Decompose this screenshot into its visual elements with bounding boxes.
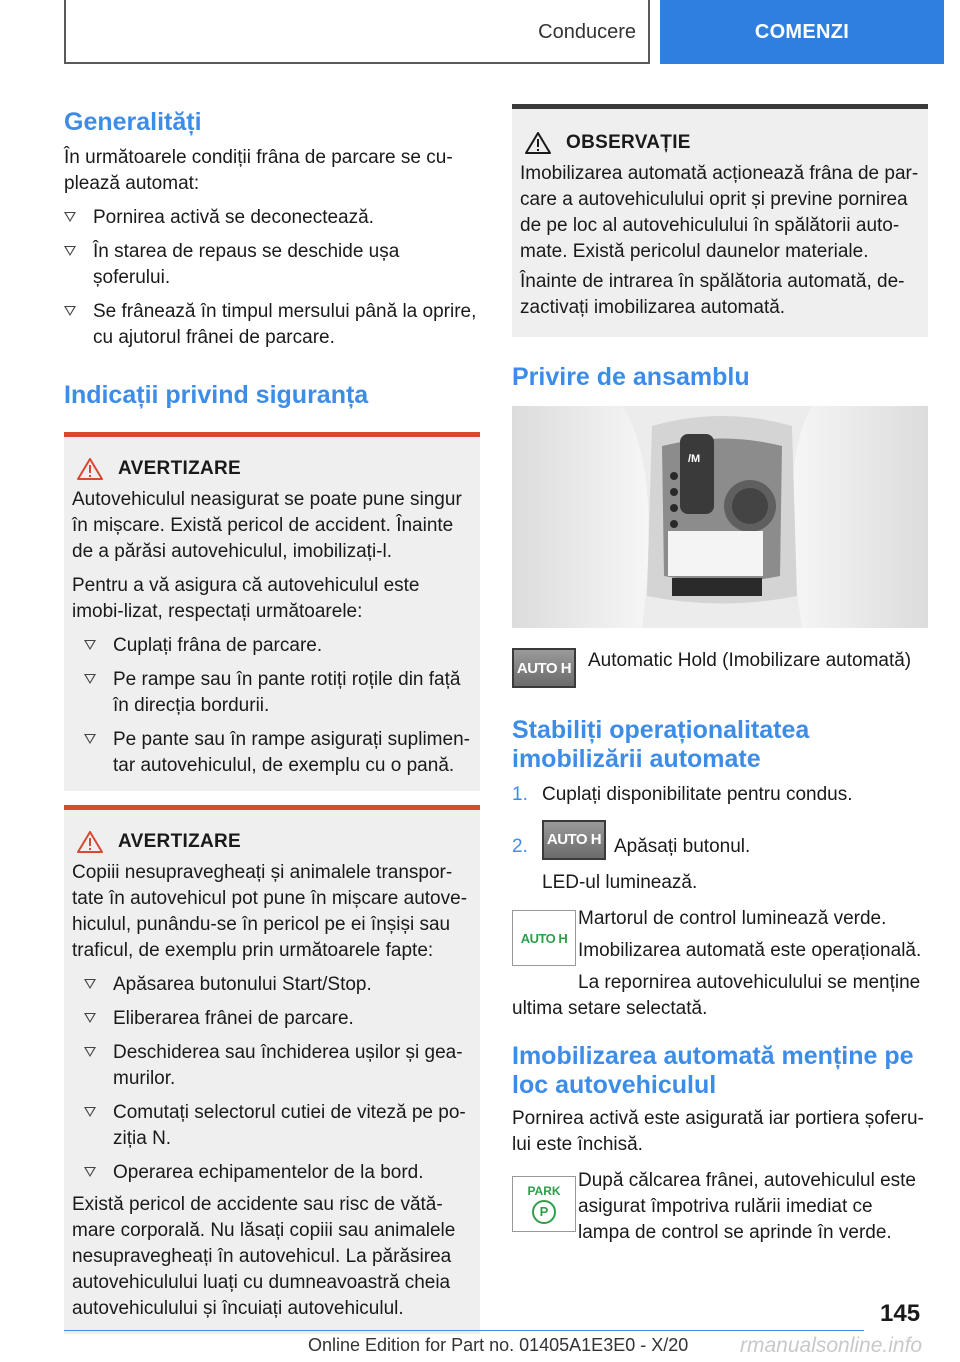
indicator-row: [512, 906, 928, 1019]
footer-rule: [64, 1330, 864, 1331]
park-row: [512, 1168, 928, 1246]
warning-list: [72, 972, 472, 1186]
indicator-text: Imobilizarea automată este operațională.: [578, 940, 922, 961]
notice-title: OBSERVAȚIE: [566, 132, 691, 153]
list-item: Deschiderea sau închiderea ușilor și gea-murilor.: [84, 1040, 472, 1092]
general-list: [64, 205, 480, 351]
header-chapter-tab: COMENZI: [660, 0, 944, 64]
warning-triangle-icon: [76, 457, 104, 481]
park-text: După călcarea frânei, autovehiculul este asigurat împotriva rulării imediat ce lampa de control se aprinde în verde.: [578, 1170, 916, 1243]
warning-text: Copiii nesupravegheați și animalele transpor-tate în autovehicul pot pune în mișcare autove-hiculul, punându-se în pericol pe ei înșiși sau traficul, de exemplu prin următoarele fapte:: [72, 862, 468, 961]
watermark: rmanualsonline.info: [740, 1334, 923, 1357]
notice-text: Înainte de intrarea în spălătoria automată, de-zactivați imobilizarea automată.: [520, 271, 905, 318]
list-item: Pornirea activă se deconectează.: [64, 205, 480, 231]
list-item: Comutați selectorul cutiei de viteză pe po-ziția N.: [84, 1100, 472, 1152]
warning-title: AVERTIZARE: [118, 831, 241, 852]
bullet-triangle-icon: [84, 734, 96, 744]
step-text: Apăsați butonul.: [614, 836, 751, 857]
safety-heading: Indicații privind siguranța: [64, 381, 369, 409]
warning-text: Pentru a vă asigura că autovehiculul este imobi-lizat, respectați următoarele:: [72, 575, 420, 622]
header-section-title: Conducere: [538, 20, 636, 43]
warning-box-1: [64, 432, 480, 791]
bullet-triangle-icon: [84, 674, 96, 684]
center-console-image: [512, 406, 928, 628]
bullet-triangle-icon: [84, 1167, 96, 1177]
warning-triangle-icon: [76, 830, 104, 854]
step-2: [512, 820, 928, 860]
led-text: LED-ul luminează.: [542, 872, 698, 893]
indicator-text: La repornirea autovehiculului se menține ultima setare selectată.: [512, 972, 921, 1019]
overview-heading: Privire de ansamblu: [512, 363, 750, 391]
bullet-triangle-icon: [84, 640, 96, 650]
list-item: Cuplați frâna de parcare.: [84, 633, 472, 659]
warning-text: Există pericol de accidente sau risc de vătă-mare corporală. Nu lăsați copiii sau animalele nesupravegheați în autovehicul. La părăsirea autovehiculului luați cu dumneavoastră cheia autovehiculului și încuiați autovehiculul.: [72, 1194, 456, 1319]
park-circle-icon: P: [532, 1200, 556, 1224]
general-intro: În următoarele condiții frâna de parcare se cu-plează automat:: [64, 147, 453, 194]
bullet-triangle-icon: [84, 1013, 96, 1023]
warning-title: AVERTIZARE: [118, 458, 241, 479]
bullet-triangle-icon: [64, 246, 76, 256]
list-item: Operarea echipamentelor de la bord.: [84, 1160, 472, 1186]
step-number: 2.: [512, 836, 528, 857]
step-number: 1.: [512, 784, 528, 805]
autoh-caption-row: [512, 648, 928, 688]
left-column: [64, 96, 480, 1334]
warning-text: Autovehiculul neasigurat se poate pune singur în mișcare. Există pericol de accident. Înainte de a părăsi autovehiculul, imobilizați-l.: [72, 489, 462, 562]
image-badge: /M: [688, 453, 701, 465]
list-item: Se frânează în timpul mersului până la oprire, cu ajutorul frânei de parcare.: [64, 299, 480, 351]
notice-triangle-icon: [524, 131, 552, 155]
center-console-illustration: [512, 406, 928, 628]
general-heading: Generalități: [64, 108, 202, 136]
park-indicator-icon: [512, 1176, 576, 1232]
autoh-button-icon: AUTO H: [542, 820, 606, 860]
autoh-caption: Automatic Hold (Imobilizare automată): [588, 650, 912, 671]
keeps-heading: Imobilizarea automată menține pe loc autovehiculul: [512, 1042, 914, 1099]
bullet-triangle-icon: [84, 979, 96, 989]
right-column: [512, 96, 928, 1246]
indicator-label: AUTO H: [520, 930, 568, 946]
bullet-triangle-icon: [84, 1107, 96, 1117]
warning-box-2: [64, 805, 480, 1334]
list-item: Pe pante sau în rampe asigurați suplimen-tar autovehiculul, de exemplu cu o pană.: [84, 727, 472, 779]
establish-heading: Stabiliți operaționalitatea imobilizării automate: [512, 716, 810, 773]
indicator-text: Martorul de control luminează verde.: [578, 908, 887, 929]
notice-text: Imobilizarea automată acționează frâna de par-care a autovehiculului oprit și previne pornirea de pe loc al autovehiculului în spălătorii auto-mate. Există pericolul daunelor materiale.: [520, 163, 919, 262]
park-label: PARK: [527, 1183, 561, 1198]
step-text: Cuplați disponibilitate pentru condus.: [542, 784, 853, 805]
bullet-triangle-icon: [64, 306, 76, 316]
warning-list: [72, 633, 472, 779]
autoh-indicator-icon: [512, 910, 576, 966]
bullet-triangle-icon: [84, 1047, 96, 1057]
step-1: [512, 782, 928, 808]
notice-box: [512, 104, 928, 337]
list-item: Eliberarea frânei de parcare.: [84, 1006, 472, 1032]
bullet-triangle-icon: [64, 212, 76, 222]
autoh-button-icon: AUTO H: [512, 648, 576, 688]
list-item: Pe rampe sau în pante rotiți roțile din față în direcția bordurii.: [84, 667, 472, 719]
list-item: Apăsarea butonului Start/Stop.: [84, 972, 472, 998]
page-number: 145: [880, 1300, 921, 1327]
footer-edition: Online Edition for Part no. 01405A1E3E0 - X/20: [308, 1335, 689, 1355]
list-item: În starea de repaus se deschide ușa șoferului.: [64, 239, 480, 291]
keeps-text: Pornirea activă este asigurată iar portiera șoferu-lui este închisă.: [512, 1108, 924, 1155]
